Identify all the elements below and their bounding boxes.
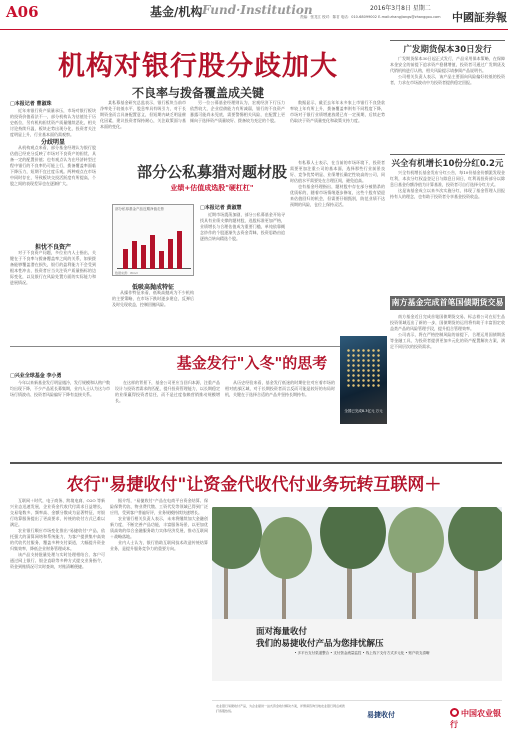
ad-headline-1: 面对海量收付 [256, 627, 308, 637]
ad-feature-tags: • 多平台支付渠道整合 • 支付资金流量监控 • 线上线下支付方式多元化 • 账户收支清晰 [294, 651, 430, 655]
story1-text-col4: 数据显示，截至去年年末多家上市银行不良贷款率较上年有所上升，拨备覆盖率则有不同程度下降，市场对于银行业绩增速放缓已有一定预期，后续走势仍取决于资产质量变化和政策支持力度。 [290, 100, 385, 123]
sidebar-text-1: 广发期货保本30日起正式发行，产品采用保本策略，在保障本金安全的前提下追求资产稳健增值，投资者可通过广发期货及代销机构进行认购，相关风险提示请参阅产品说明书。 公司相关负责人表示，该产品主要面向风险偏好较低的投资者，力求在市场波动中为投资者提供稳定回报。 [390, 56, 505, 85]
bank-logo [450, 708, 502, 730]
sidebar-text-3: 南方基金近日完成首笔国债期货交易，标志着公司在衍生品投资领域迈出了新的一步，国债期货的运用将有助于丰富固定收益类产品的风险管理手段，提升组合管理效率。 公司表示，将在严格控制风险的前提下，合理运用国债期货等金融工具，为投资者提供更加多元化的资产配置解决方案，满足不同层次的投资需求。 [390, 314, 505, 349]
chart-bar [123, 249, 128, 269]
story1-text-col2: 某私募基金研究总监表示，银行板块当前市净率处于较低水平，股息率具有吸引力，对于长期资金而言具备配置意义，但短期内缺乏明显催化因素，建议投资者保持耐心，关注政策面与基本面的变化。 [100, 100, 186, 129]
story3-text-col3: 从历史经验来看，基金发行低迷的时期往往对应着市场的相对底部区域，对于长期投资者而言反而可能是较好的布局时机，关键在于选择合适的产品并坚持长期持有。 [225, 380, 335, 397]
sidebar-band-heading: 南方基金完成首笔国债期货交易 [390, 296, 505, 310]
section-divider [10, 462, 502, 464]
tree-canopy [260, 517, 312, 579]
section-title-en: Fund·Institution [202, 3, 313, 17]
story1-text-col1: 近年来银行资产质量承压，市场对银行板块的投资价值看法不一，部分机构认为估值处于历史低位，另有机构担忧资产质量继续恶化，相关讨论持续升温，板块走势出现分化，投资者关注度明显上升，行业基本面仍需观察。 [10, 108, 96, 137]
story2-headline: 部分公私募猎对题材股 [136, 163, 287, 181]
story3-photo [340, 336, 387, 424]
story4-photo [212, 507, 502, 619]
section-title: 基金/机构 [150, 5, 203, 19]
news-sidebar [390, 40, 505, 450]
tree-canopy [388, 507, 444, 573]
page-header [0, 0, 508, 30]
sidebar-heading-1: 广发期货保本30日发行 [403, 45, 492, 55]
page-number: A06 [6, 3, 39, 21]
editor-credits: 责编：张龙江 校对：陈茗 电话：010-68099002 E-mail:zhangjiangs@zhanggou.com [300, 15, 441, 19]
tree-canopy [320, 507, 386, 569]
tree-canopy [448, 507, 502, 571]
ad-disclaimer: 农业银行易捷收付产品，为企业提供一站式资金收付解决方案，详情请咨询当地农业银行网点或拨打客服热线。 [216, 704, 346, 713]
chart-bar [177, 231, 182, 269]
story3-headline: 基金发行"入冬"的思考 [176, 354, 328, 372]
newspaper-logo: 中國証券報 [452, 11, 507, 24]
story2-chart-thumbnail [112, 204, 194, 276]
story3-text-col1: 今年以来新基金发行明显遇冷，发行规模和认购户数均出现下降，不少产品延长募集期，业内人士认为这与市场行情波动、投资者风险偏好下降有直接关系。 [10, 380, 110, 397]
story1-text-col3: 另一位公募基金经理则认为，宏观经济下行压力依然较大，企业偿债能力有所减弱，银行的不良资产暴露可能尚未见底，需要警惕相关风险，在配置上更倾向于选择资产质量较好、拨备较为充足的个股。 [190, 100, 285, 123]
story1-byline: □本报记者 曹淑珠 [10, 101, 52, 107]
story2-text-col1: 近期市场震荡加剧，部分公私募基金开始寻找具有业绩支撑的题材股，选股标准更加严格，业绩增长与合理估值成为重要门槛，单纯依靠概念炒作的个股逐渐失去资金青睐，投资思路由追逐热点转向精选个股。 [200, 212, 285, 241]
chart-caption: 部分私募基金产品近期净值走势 [115, 207, 164, 211]
story2-text-col2: 从操作特征来看，低吸高抛成为不少机构的主要策略，在市场下跌时逐步建仓，反弹后及时兑现收益，控制回撤风险。 [112, 290, 194, 307]
story2-byline: □本报记者 黄淑慧 [200, 205, 242, 211]
chart-bar [159, 251, 164, 269]
bank-emblem-icon [450, 708, 459, 717]
story3-byline: □兴业全球基金 李小勇 [10, 373, 62, 379]
ad-product-name: 易捷收付 [367, 711, 395, 719]
photo-lights [346, 348, 381, 388]
bank-advertisement [212, 619, 502, 681]
sidebar-heading-2: 兴全有机增长10份分红0.2元 [391, 159, 504, 169]
chart-bar [168, 239, 173, 269]
sidebar-rule [390, 40, 505, 41]
story4-headline: 农行"易捷收付"让资金代收代付业务玩转互联网＋ [66, 475, 442, 495]
tree-canopy [212, 507, 262, 569]
ad-headline-2: 我们的易捷收付产品为您排忧解压 [256, 639, 384, 649]
main-subheadline: 不良率与拨备覆盖成关键 [131, 86, 264, 100]
story3-text-col2: 在这样的背景下，基金公司更应当回归本源，注重产品设计与投资者需求的匹配，提升投资管理能力，以长期稳定的业绩赢得投资者信任，而不是过度依赖营销推动规模增长。 [115, 380, 220, 403]
story2-text-col3: 有私募人士表示，在当前的市场环境下，投资者需要更加注重公司的基本面，选择那些行业前景良好、竞争优势明显、业绩增长确定性较高的公司，同时估值水平需要处在合理区间，避免追高。 也有基金经理指出，题材股中存在部分被错杀的优质标的，随着市场情绪逐步修复，这些个股有望迎来估值回归的机会，但需要仔细甄别，防范业绩不达预期的风险，仓位上保持灵活。 [290, 160, 385, 207]
main-headline: 机构对银行股分歧加大 [58, 51, 338, 82]
chart-source: 数据来源：Wind [115, 271, 138, 275]
story4-text-col1: 互联网＋时代，电子商务、跨境电商、O2O 等新兴业态迅速发展，企业资金代收代付需求日益增长，交易笔数多、频率高、金额分散成为显著特征，对银行结算服务提出了更高要求，传统的收付方式已难以满足。 农业银行顺应市场变化推出"易捷收付"产品，依托强大的清算网络和系统能力，为客户提供集中高效的代收代付服务，覆盖多种支付渠道，大幅提升资金归集效率，降低企业财务管理成本。 该产品支持批量处理与实时处理相结合，客户可通过网上银行、银企直联等多种方式提交业务指令，资金到账情况可实时查询，对账清晰便捷。 [10, 498, 105, 569]
ad-footer [212, 700, 502, 730]
bank-name: 中国农业银行 [450, 708, 501, 729]
issue-date: 2016年3月8日 星期二 [370, 5, 431, 12]
story1-text-col1c: 对于不良资产问题，多位业内人士指出，关键在于不良率与拨备覆盖率之间的关系，如果拨备能够覆盖潜在损失，银行的盈利能力不会受到根本性冲击，投资者应当关注资产质量指标的边际变化，以及银行在风险处置方面的实际能力和进展情况。 [10, 250, 96, 285]
story4-text-col2: 据介绍，"易捷收付"产品在电商平台资金结算、保险保费代收、物业费代缴、工资代发等领域已得到广泛应用，受到客户普遍好评，业务规模持续快速增长。 农业银行相关负责人表示，未来将继续加大金融创新力度，不断完善产品功能，丰富服务场景，以更加优质高效的综合金融服务助力实体经济发展，推动互联网＋战略落地。 业内人士认为，银行借助互联网技术改造传统结算业务，是提升服务竞争力的重要方向。 [110, 498, 208, 551]
chart-bar [141, 245, 146, 269]
sidebar-text-2: 兴全有机增长基金发布分红公告，每10份基金份额派发现金红利，本次分红权益登记日与除息日同日，红利再投资部分以除息日基金份额净值为计算基准，投资者可自行选择分红方式。 这是该基金成立以来多次实施分红，体现了基金管理人回报持有人的理念，也有助于投资者分享基金投资收益。 [390, 170, 505, 199]
photo-caption: 全国已完成8.3亿元 万元 [344, 409, 383, 413]
story2-subhead-1: 低吸高抛成特征 [131, 284, 174, 291]
divider [10, 346, 387, 347]
sidebar-rule [390, 154, 505, 155]
story1-text-col1b: 从机构观点来看，部分基金经理认为银行股估值已经充分反映了市场对不良资产的担忧，具备一定的配置价值；也有观点认为在经济转型过程中银行的不良率仍可能上行，拨备覆盖率面临下降压力，短期不宜过度乐观。两种观点在市场中同时存在，导致板块交投活跃度有所提高，个股之间的表现差异也在逐渐扩大。 [10, 145, 96, 186]
chart-bar [132, 241, 137, 269]
story2-subheadline: 业绩+估值成选股"硬杠杠" [170, 184, 254, 192]
story1-subhead-1: 分歧明显 [40, 139, 65, 146]
story1-subhead-2: 担忧不良资产 [34, 244, 71, 251]
chart-bar [150, 235, 155, 269]
